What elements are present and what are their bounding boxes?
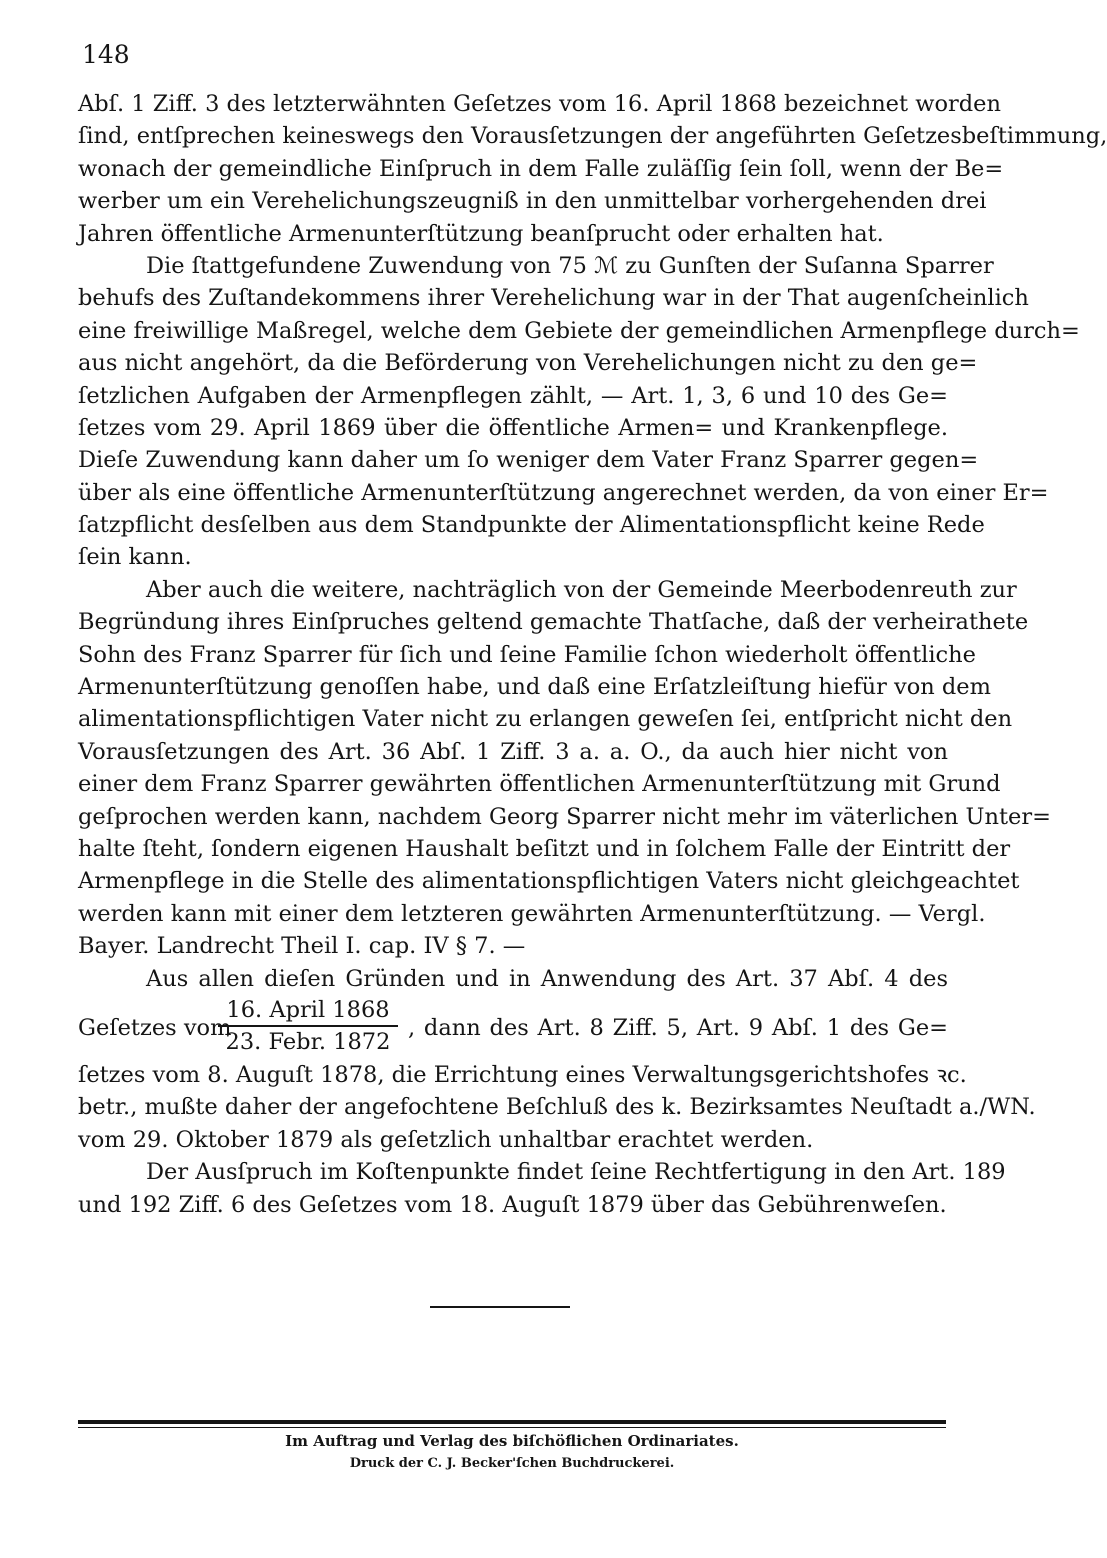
fraction-numerator: 16. April 1868	[226, 996, 390, 1023]
text-line: ſatzpflicht desſelben aus dem Standpunkte der Alimentationspflicht keine Rede	[78, 512, 985, 539]
body-text	[78, 88, 1107, 1221]
text-line: Dieſe Zuwendung kann daher um ſo weniger dem Vater Franz Sparrer gegen=	[78, 447, 979, 474]
date-fraction	[218, 995, 398, 1057]
text-line: Begründung ihres Einſpruches geltend gemachte Thatſache, daß der verheirathete	[78, 609, 1029, 636]
text-line: eine freiwillige Maßregel, welche dem Gebiete der gemeindlichen Armenpflege durch=	[78, 317, 1080, 344]
text-line: ſetzes vom 29. April 1869 über die öffentliche Armen= und Krankenpflege.	[78, 414, 948, 441]
text-line: aus nicht angehört, da die Beförderung von Verehelichungen nicht zu den ge=	[78, 350, 978, 377]
paragraph-start-line: Der Ausſpruch im Koſtenpunkte findet ſeine Rechtfertigung in den Art. 189	[146, 1159, 1006, 1186]
text-line: ſein kann.	[78, 544, 192, 571]
text-line: einer dem Franz Sparrer gewährten öffentlichen Armenunterſtützung mit Grund	[78, 771, 1001, 798]
text-line: ſetzlichen Aufgaben der Armenpflegen zählt, — Art. 1, 3, 6 und 10 des Ge=	[78, 382, 948, 409]
fraction-suffix: , dann des Art. 8 Ziff. 5, Art. 9 Abſ. 1 des Ge=	[408, 1014, 948, 1041]
fraction-prefix: Geſetzes vom	[78, 1014, 232, 1041]
text-line: halte ſteht, ſondern eigenen Haushalt beſitzt und in ſolchem Falle der Eintritt der	[78, 835, 1011, 862]
text-line: Abſ. 1 Ziff. 3 des letzterwähnten Geſetzes vom 16. April 1868 bezeichnet worden	[78, 91, 1001, 117]
text-line: werber um ein Verehelichungszeugniß in den unmittelbar vorhergehenden drei	[78, 188, 987, 215]
text-line: vom 29. Oktober 1879 als geſetzlich unhaltbar erachtet werden.	[78, 1126, 814, 1153]
text-line: Jahren öffentliche Armenunterſtützung beanſprucht oder erhalten hat.	[78, 220, 884, 247]
paragraph-start-line: Aber auch die weitere, nachträglich von der Gemeinde Meerbodenreuth zur	[146, 576, 1017, 603]
text-line: betr., mußte daher der angefochtene Beſchluß des k. Bezirksamtes Neuſtadt a./WN.	[78, 1094, 1036, 1121]
imprint-publisher: Im Auftrag und Verlag des biſchöflichen Ordinariates.	[285, 1432, 739, 1450]
text-line: geſprochen werden kann, nachdem Georg Sparrer nicht mehr im väterlichen Unter=	[78, 803, 1051, 830]
footer-rule-thin	[78, 1427, 946, 1428]
page-number: 148	[82, 40, 130, 69]
text-line: behufs des Zuſtandekommens ihrer Verehelichung war in der That augenſcheinlich	[78, 285, 1029, 312]
text-line: Vorausſetzungen des Art. 36 Abſ. 1 Ziff. 3 a. a. O., da auch hier nicht von	[78, 738, 948, 765]
fraction-denominator: 23. Febr. 1872	[218, 1025, 398, 1057]
text-line: Bayer. Landrecht Theil I. cap. IV § 7. —	[78, 933, 526, 960]
text-line: Sohn des Franz Sparrer für ſich und ſeine Familie ſchon wiederholt öffentliche	[78, 641, 976, 668]
law-date-fraction-line	[78, 995, 948, 1059]
text-line: ſind, entſprechen keineswegs den Vorausſetzungen der angeführten Geſetzesbeſtimmung,	[78, 123, 1107, 150]
text-line: wonach der gemeindliche Einſpruch in dem Falle zuläſſig ſein ſoll, wenn der Be=	[78, 155, 1004, 182]
text-line: Armenunterſtützung genoſſen habe, und daß eine Erſatzleiſtung hiefür von dem	[78, 674, 991, 701]
text-line: und 192 Ziff. 6 des Geſetzes vom 18. Auguſt 1879 über das Gebührenweſen.	[78, 1191, 947, 1218]
text-line: Armenpflege in die Stelle des alimentationspflichtigen Vaters nicht gleichgeachtet	[78, 868, 1020, 895]
text-line: alimentationspflichtigen Vater nicht zu erlangen geweſen ſei, entſpricht nicht den	[78, 706, 1013, 733]
paragraph-start-line: Die ſtattgefundene Zuwendung von 75 ℳ zu Gunſten der Suſanna Sparrer	[146, 252, 994, 279]
text-line: über als eine öffentliche Armenunterſtützung angerechnet werden, da von einer Er=	[78, 479, 1049, 506]
section-end-rule	[430, 1306, 570, 1308]
footer-rule-thick	[78, 1420, 946, 1424]
imprint-printer: Druck der C. J. Becker'ſchen Buchdruckerei.	[349, 1456, 675, 1471]
text-line: ſetzes vom 8. Auguſt 1878, die Errichtung eines Verwaltungsgerichtshofes ꝛc.	[78, 1061, 967, 1088]
paragraph-start-line: Aus allen dieſen Gründen und in Anwendung des Art. 37 Abſ. 4 des	[146, 965, 948, 992]
text-line: werden kann mit einer dem letzteren gewährten Armenunterſtützung. — Vergl.	[78, 900, 986, 927]
